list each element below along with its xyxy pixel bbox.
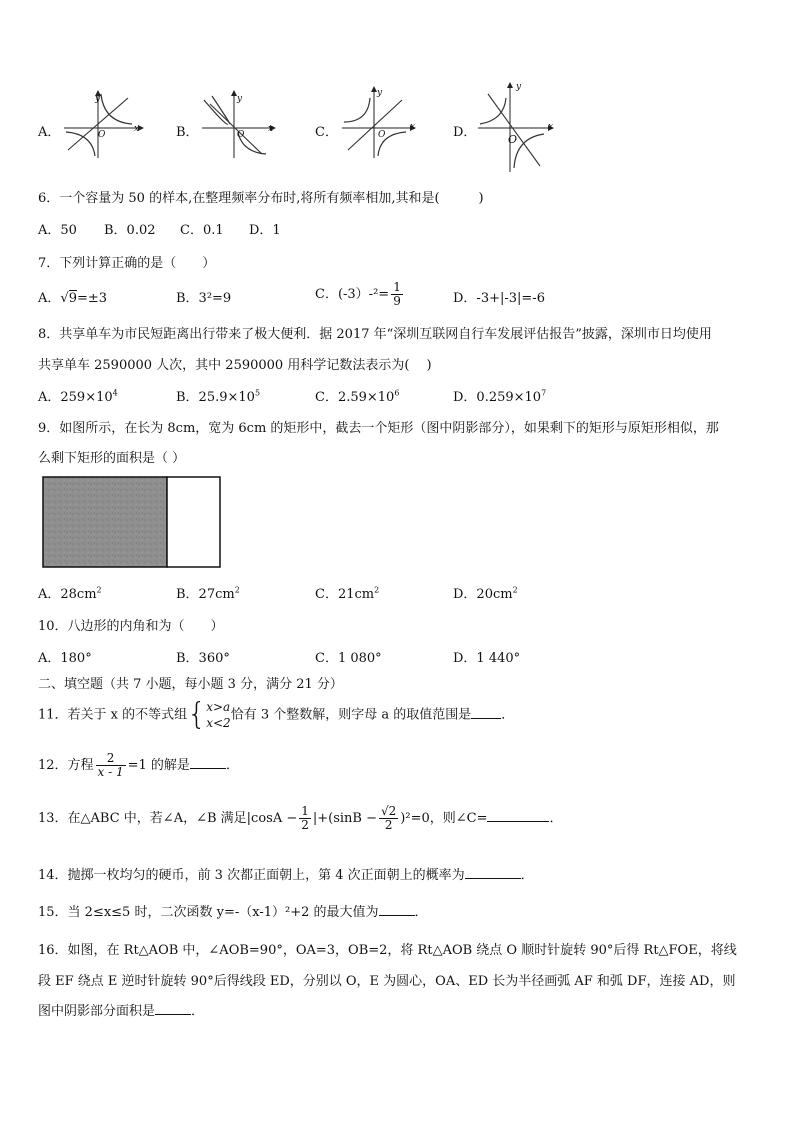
line-graph [210, 104, 262, 154]
q16-end: ． [191, 1004, 205, 1019]
q9-a-exponent: 2 [96, 585, 102, 595]
q13-mid: |+(sinB − [312, 811, 377, 826]
q11-end: ． [501, 707, 515, 723]
q8-c-mantissa: C．2.59×10 [315, 390, 395, 405]
q8-option-d [453, 386, 546, 405]
q10-option-c: C．1 080° [315, 651, 382, 666]
graph-d-y-label: y [516, 82, 522, 92]
q10-option-d: D．1 440° [453, 651, 521, 666]
q6-option-a: A．50 [38, 223, 77, 238]
q7-stem: 7．下列计算正确的是（ ） [38, 256, 216, 271]
q12-post: =1 的解是 [127, 758, 190, 773]
graph-c-y-label: y [377, 88, 383, 98]
q9-rectangle-figure [42, 476, 228, 570]
q13-end: ． [549, 811, 563, 826]
q8-option-c [315, 386, 399, 405]
q11-inequality-system [206, 699, 230, 731]
graph-a-y-label: y [95, 94, 101, 104]
graph-a-origin-label: O [98, 130, 106, 140]
q8-a-exponent: 4 [112, 388, 118, 398]
q16-line-1: 16．如图，在 Rt△AOB 中，∠AOB=90°，OA=3，OB=2，将 Rt△AOB 绕点 O 顺时针旋转 90°后得 Rt△FOE，将线 [38, 943, 737, 958]
graph-d-origin-label: O [508, 133, 518, 146]
q9-c-text: C．21cm [315, 587, 375, 602]
curve-branch-2 [66, 132, 95, 156]
q8-option-a [38, 386, 118, 405]
q14-answer-blank[interactable] [465, 877, 521, 879]
graph-b-y-label: y [237, 94, 243, 104]
q11-post: 恰有 3 个整数解，则字母 a 的取值范围是 [230, 707, 472, 723]
q6-option-b: B．0.02 [104, 223, 156, 238]
q13-pre: 13．在△ABC 中，若∠A，∠B 满足|cosA − [38, 811, 298, 826]
q13-f1-numerator: 1 [301, 804, 309, 818]
q12-answer-blank[interactable] [190, 767, 226, 769]
q9-option-b [176, 583, 240, 602]
graph-a-x-label: x [134, 124, 140, 134]
y-axis-arrow [507, 82, 513, 88]
q16-line-2: 段 EF 绕点 E 逆时针旋转 90°后得线段 ED，分别以 O，E 为圆心，OA、ED 长为半径画弧 AF 和弧 DF，连接 AD，则 [38, 974, 736, 989]
q9-line-1: 9．如图所示，在长为 8cm，宽为 6cm 的矩形中，截去一个矩形（图中阴影部分），如果剩下的矩形与原矩形相似，那 [38, 421, 719, 436]
q6-option-c: C．0.1 [180, 223, 224, 238]
q5-graph-a [62, 90, 144, 160]
q8-c-exponent: 6 [394, 388, 400, 398]
line-graph [488, 94, 540, 166]
q15-stem: 15．当 2≤x≤5 时，二次函数 y=-（x-1）²+2 的最大值为 [38, 905, 379, 920]
curve-branch-1 [344, 98, 370, 122]
q7-c-fraction [391, 281, 403, 308]
q9-b-text: B．27cm [176, 587, 235, 602]
graph-c-origin-label: O [378, 130, 386, 140]
sqrt-symbol: √ [60, 291, 69, 306]
q7-option-c [315, 281, 405, 308]
q8-line-2: 共享单车 2590000 人次，其中 2590000 用科学记数法表示为( ) [38, 358, 432, 373]
q12-pre: 12．方程 [38, 758, 94, 773]
q11-inequality-2: x<2 [206, 716, 231, 730]
q13-f1-denominator: 2 [301, 818, 309, 832]
q10-option-a: A．180° [38, 651, 92, 666]
q11-answer-blank[interactable] [471, 717, 501, 719]
q16-answer-blank[interactable] [155, 1013, 191, 1015]
q11 [38, 699, 514, 731]
q9-a-text: A．28cm [38, 587, 97, 602]
curve-branch-1 [480, 98, 506, 124]
q7-c-denominator: 9 [393, 294, 401, 308]
q12-fraction [96, 752, 126, 779]
q7-a-rest: =±3 [76, 291, 108, 306]
q6-option-d: D．1 [249, 223, 281, 238]
q8-d-exponent: 7 [541, 388, 547, 398]
q16-line-3-text: 图中阴影部分面积是 [38, 1004, 156, 1019]
line-graph [348, 100, 402, 150]
q13-fraction-1 [299, 805, 311, 832]
q9-line-2: 么剩下矩形的面积是（ ） [38, 451, 186, 466]
section-2-header: 二、填空题（共 7 小题，每小题 3 分，满分 21 分） [38, 677, 343, 692]
q7-option-d: D．-3+|-3|=-6 [453, 291, 545, 306]
q12 [38, 752, 239, 779]
q13-f2-numerator: √2 [381, 804, 397, 818]
q8-a-mantissa: A．259×10 [38, 390, 113, 405]
q10-option-b: B．360° [176, 651, 230, 666]
q5-option-c-label: C． [315, 125, 338, 140]
shaded-cut-rectangle [43, 477, 167, 567]
q8-d-mantissa: D．0.259×10 [453, 390, 542, 405]
q14-stem: 14．抛掷一枚均匀的硬币，前 3 次都正面朝上，第 4 次正面朝上的概率为 [38, 868, 465, 883]
q10-stem: 10．八边形的内角和为（ ） [38, 619, 224, 634]
brace-symbol: { [187, 697, 207, 732]
q12-end: ． [225, 758, 239, 773]
q8-line-1: 8．共享单车为市民短距离出行带来了极大便利．据 2017 年“深圳互联网自行车发展评估报告”披露，深圳市日均使用 [38, 327, 712, 342]
q5-option-b-label: B． [176, 125, 199, 140]
q9-d-exponent: 2 [512, 585, 518, 595]
q9-b-exponent: 2 [234, 585, 240, 595]
q7-option-a [38, 287, 107, 306]
q11-inequality-1: x>a [206, 700, 231, 714]
q5-option-a-label: A． [38, 125, 61, 140]
q9-c-exponent: 2 [374, 585, 380, 595]
q5-option-d-label: D． [453, 125, 477, 140]
q7-a-prefix: A． [38, 291, 61, 306]
graph-d-x-label: x [548, 122, 554, 132]
q8-b-exponent: 5 [254, 388, 261, 398]
q8-option-b [176, 386, 260, 405]
q14-end: ． [520, 868, 534, 883]
q9-option-c [315, 583, 379, 602]
q7-c-prefix: C．(-3）-²= [315, 287, 390, 302]
q15 [38, 901, 428, 920]
q12-denominator: x - 1 [97, 765, 124, 779]
q7-c-numerator: 1 [393, 280, 401, 294]
q11-pre: 11．若关于 x 的不等式组 [38, 707, 188, 723]
q9-option-d [453, 583, 518, 602]
q13-post: )²=0，则∠C= [400, 811, 488, 826]
graph-b-origin-label: O [237, 130, 245, 140]
q13-f2-denominator: 2 [384, 818, 393, 832]
q15-end: ． [414, 905, 428, 920]
q7-a-radicand: 9 [68, 291, 77, 306]
q9-option-a [38, 583, 102, 602]
q13-fraction-2 [379, 805, 398, 832]
q16-line-3 [38, 1000, 204, 1019]
curve-branch-1b [204, 100, 228, 124]
q13-answer-blank[interactable] [487, 820, 549, 822]
q12-numerator: 2 [96, 752, 126, 766]
q8-b-mantissa: B．25.9×10 [176, 390, 255, 405]
q9-d-text: D．20cm [453, 587, 513, 602]
graph-b-x-label: x [268, 124, 274, 134]
q13 [38, 805, 562, 832]
remaining-rectangle [167, 477, 220, 567]
q15-answer-blank[interactable] [379, 914, 415, 916]
q6-stem: 6．一个容量为 50 的样本,在整理频率分布时,将所有频率相加,其和是( ) [38, 191, 484, 206]
q14 [38, 864, 534, 883]
graph-c-x-label: x [410, 122, 416, 132]
q7-option-b: B．3²=9 [176, 291, 232, 306]
